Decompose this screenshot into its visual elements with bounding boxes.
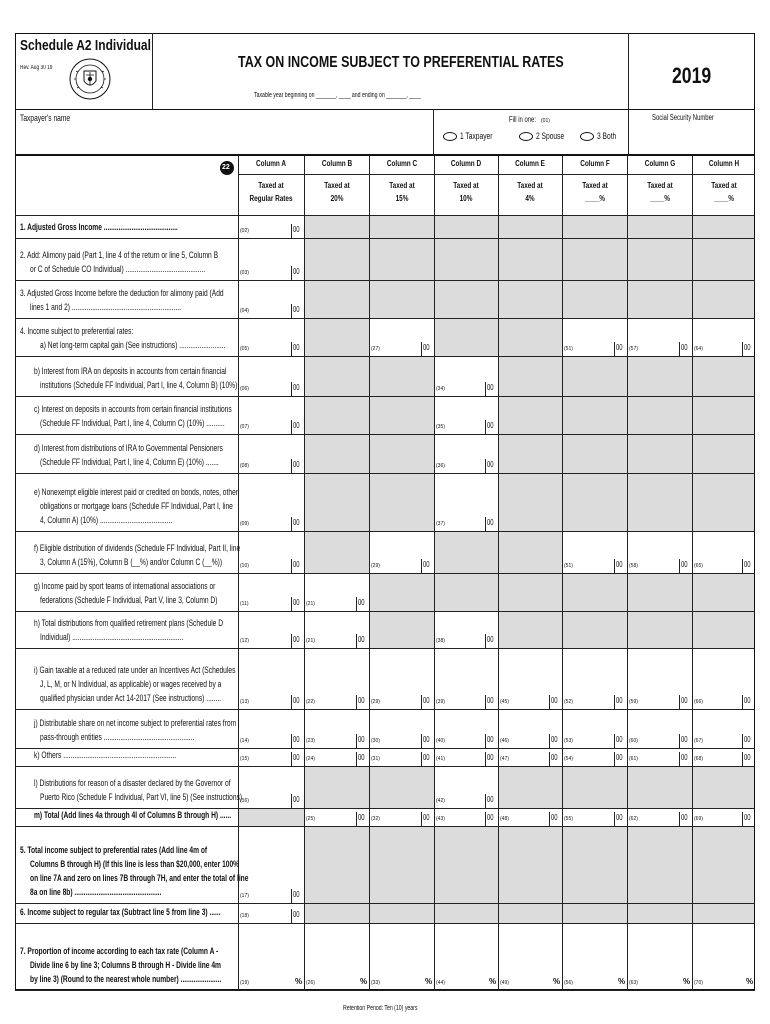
- amount-input[interactable]: [693, 710, 741, 747]
- field-code: (63): [629, 980, 638, 986]
- cents-value: 00: [487, 635, 494, 644]
- cents-value: 00: [487, 421, 494, 430]
- cents-value: 00: [681, 753, 688, 762]
- amount-input[interactable]: [239, 749, 290, 765]
- amount-input[interactable]: [628, 532, 678, 572]
- schedule-title: Schedule A2 Individual: [20, 37, 151, 54]
- amount-input[interactable]: [435, 649, 484, 708]
- amount-input[interactable]: [693, 809, 741, 825]
- column-header: Column F: [579, 159, 610, 168]
- field-code: (49): [500, 980, 509, 986]
- radio-taxpayer-label: 1 Taxpayer: [460, 131, 493, 141]
- cents-value: 00: [423, 735, 430, 744]
- amount-input[interactable]: [239, 649, 290, 708]
- amount-input[interactable]: [305, 612, 355, 647]
- field-code: (14): [240, 738, 249, 744]
- field-code: (02): [240, 228, 249, 234]
- field-code: (26): [306, 980, 315, 986]
- amount-input[interactable]: [239, 612, 290, 647]
- cents-value: 00: [487, 753, 494, 762]
- amount-input[interactable]: [305, 649, 355, 708]
- field-code: (19): [240, 980, 249, 986]
- line-label: m) Total (Add lines 4a through 4l of Columns B through H) ......: [34, 810, 232, 820]
- percent-sign: %: [618, 977, 626, 986]
- cents-value: 00: [616, 343, 623, 352]
- percent-sign: %: [746, 977, 754, 986]
- field-code: (34): [436, 386, 445, 392]
- field-code: (13): [240, 699, 249, 705]
- amount-input[interactable]: [239, 710, 290, 747]
- cents-value: 00: [551, 696, 558, 705]
- cents-value: 00: [358, 813, 365, 822]
- cents-value: 00: [487, 383, 494, 392]
- line-label: e) Nonexempt eligible interest paid or credited on bonds, notes, other: [34, 487, 238, 497]
- amount-input[interactable]: [239, 924, 290, 989]
- amount-input[interactable]: [305, 924, 355, 989]
- line-label: 5. Total income subject to preferential rates (Add line 4m of: [20, 845, 208, 855]
- line-label: f) Eligible distribution of dividends (Schedule FF Individual, Part II, line: [34, 543, 241, 553]
- column-desc: 10%: [459, 194, 473, 203]
- column-header: Column G: [644, 159, 675, 168]
- line-label: b) Interest from IRA on deposits in accounts from certain financial: [34, 366, 227, 376]
- form-number: 22: [222, 164, 230, 171]
- field-code: (43): [436, 816, 445, 822]
- amount-input[interactable]: [435, 474, 484, 530]
- cents-value: 00: [616, 735, 623, 744]
- amount-input[interactable]: [435, 435, 484, 472]
- line-label: on line 7A and zero on lines 7B through 7H, and enter the total of line: [30, 873, 249, 883]
- field-code: (60): [629, 738, 638, 744]
- amount-input[interactable]: [239, 435, 290, 472]
- field-code: (51): [564, 563, 573, 569]
- cents-value: 00: [487, 795, 494, 804]
- column-desc: ____%: [649, 194, 670, 203]
- column-desc: ____%: [584, 194, 605, 203]
- line-label: l) Distributions for reason of a disaster declared by the Governor of: [34, 778, 231, 788]
- amount-input[interactable]: [693, 532, 741, 572]
- cents-value: 00: [293, 598, 300, 607]
- cents-value: 00: [293, 267, 300, 276]
- percent-sign: %: [425, 977, 433, 986]
- form-year: 2019: [672, 63, 712, 88]
- amount-input[interactable]: [563, 710, 613, 747]
- field-code: (17): [240, 893, 249, 899]
- line-label: 3. Adjusted Gross Income before the deduction for alimony paid (Add: [20, 288, 224, 298]
- amount-input[interactable]: [435, 767, 484, 807]
- line-label: pass-through entities .................................................: [40, 732, 195, 742]
- column-desc: 4%: [525, 194, 535, 203]
- field-code: (64): [694, 346, 703, 352]
- line-label: federations (Schedule F Individual, Part V, line 3, Column D): [40, 595, 218, 605]
- line-label: 4, Column A) (10%) .......................................: [40, 515, 173, 525]
- field-code: (18): [240, 913, 249, 919]
- cents-value: 00: [744, 735, 751, 744]
- percent-sign: %: [360, 977, 368, 986]
- amount-input[interactable]: [239, 532, 290, 572]
- amount-input[interactable]: [435, 612, 484, 647]
- column-header: Column E: [515, 159, 545, 168]
- field-code: (61): [629, 756, 638, 762]
- percent-sign: %: [489, 977, 497, 986]
- amount-input[interactable]: [239, 357, 290, 395]
- field-code: (47): [500, 756, 509, 762]
- field-code: (38): [436, 638, 445, 644]
- amount-input[interactable]: [628, 649, 678, 708]
- amount-input[interactable]: [693, 749, 741, 765]
- column-desc: 20%: [330, 194, 343, 203]
- radio-spouse-label: 2 Spouse: [536, 131, 565, 141]
- field-code: (12): [240, 638, 249, 644]
- cents-value: 00: [744, 343, 751, 352]
- amount-input[interactable]: [693, 924, 741, 989]
- line-label: Divide line 6 by line 3; Columns B through H - Divide line 4m: [30, 960, 221, 970]
- line-label: 4. Income subject to preferential rates:: [20, 326, 134, 336]
- field-code: (15): [240, 756, 249, 762]
- field-code: (46): [500, 738, 509, 744]
- amount-input[interactable]: [693, 319, 741, 355]
- column-desc: Taxed at: [258, 181, 284, 190]
- cents-value: 00: [293, 890, 300, 899]
- amount-input[interactable]: [239, 281, 290, 317]
- field-code: (04): [240, 308, 249, 314]
- cents-value: 00: [358, 753, 365, 762]
- taxable-year-line[interactable]: Taxable year beginning on _______, ____ and ending on _______, ____: [254, 92, 421, 99]
- cents-value: 00: [358, 735, 365, 744]
- column-desc: Taxed at: [517, 181, 543, 190]
- field-code: (23): [306, 738, 315, 744]
- fill-in-label: Fill in one:: [509, 115, 536, 124]
- cents-value: 00: [744, 696, 751, 705]
- amount-input[interactable]: [305, 710, 355, 747]
- ssn-label: Social Security Number: [652, 113, 714, 122]
- cents-value: 00: [358, 635, 365, 644]
- cents-value: 00: [293, 696, 300, 705]
- field-code: (29): [371, 699, 380, 705]
- cents-value: 00: [293, 225, 300, 234]
- line-label: Individual) ............................................................: [40, 632, 184, 642]
- field-code: (62): [629, 816, 638, 822]
- column-desc: Taxed at: [388, 181, 415, 190]
- cents-value: 00: [293, 460, 300, 469]
- line-label: g) Income paid by sport teams of international associations or: [34, 581, 216, 591]
- cents-value: 00: [681, 696, 688, 705]
- cents-value: 00: [744, 560, 751, 569]
- amount-input[interactable]: [370, 319, 420, 355]
- field-code: (10): [240, 563, 249, 569]
- amount-input[interactable]: [370, 710, 420, 747]
- field-code: (36): [436, 463, 445, 469]
- cents-value: 00: [293, 421, 300, 430]
- amount-input[interactable]: [628, 710, 678, 747]
- field-code: (09): [240, 521, 249, 527]
- field-code: (67): [694, 738, 703, 744]
- line-label: 3, Column A (15%), Column B (__%) and/or Column C (__%)): [40, 557, 223, 567]
- line-label: qualified physician under Act 14-2017 (See instructions) ........: [40, 693, 222, 703]
- amount-input[interactable]: [435, 749, 484, 765]
- amount-input[interactable]: [370, 532, 420, 572]
- amount-input[interactable]: [370, 809, 420, 825]
- amount-input[interactable]: [563, 532, 613, 572]
- column-desc: Taxed at: [323, 181, 350, 190]
- column-header: Column A: [256, 159, 286, 168]
- cents-value: 00: [616, 696, 623, 705]
- amount-input[interactable]: [305, 749, 355, 765]
- amount-input[interactable]: [239, 474, 290, 530]
- cents-value: 00: [423, 696, 430, 705]
- line-label: 6. Income subject to regular tax (Subtract line 5 from line 3) ......: [20, 907, 221, 917]
- line-label: Columns B through H) (If this line is less than $20,000, enter 100%: [30, 859, 240, 869]
- cents-value: 00: [293, 383, 300, 392]
- amount-input[interactable]: [435, 924, 484, 989]
- field-code: (06): [240, 386, 249, 392]
- percent-sign: %: [295, 977, 303, 986]
- cents-value: 00: [487, 518, 494, 527]
- amount-input[interactable]: [499, 749, 548, 765]
- cents-value: 00: [551, 813, 558, 822]
- line-label: obligations or mortgage loans (Schedule FF Individual, Part I, line: [40, 501, 233, 511]
- field-code: (31): [371, 756, 380, 762]
- field-code: (11): [240, 601, 249, 607]
- field-code: (35): [436, 424, 445, 430]
- line-label: i) Gain taxable at a reduced rate under an Incentives Act (Schedules: [34, 665, 236, 675]
- field-code: (70): [694, 980, 703, 986]
- column-header: Column H: [708, 159, 739, 168]
- amount-input[interactable]: [499, 924, 548, 989]
- line-label: k) Others .............................................................: [34, 750, 177, 760]
- revision-date: Rev. Aug 30 19: [20, 65, 53, 71]
- amount-input[interactable]: [499, 809, 548, 825]
- cents-value: 00: [551, 753, 558, 762]
- amount-input[interactable]: [370, 924, 420, 989]
- field-code: (52): [564, 699, 573, 705]
- field-code: (51): [564, 346, 573, 352]
- line-label: J, L, M, or N Individual, as applicable) or wages received by a: [40, 679, 222, 689]
- field-code: (07): [240, 424, 249, 430]
- field-code: (69): [694, 816, 703, 822]
- radio-both-label: 3 Both: [597, 131, 617, 141]
- field-code: (53): [564, 738, 573, 744]
- amount-input[interactable]: [628, 319, 678, 355]
- field-code: (55): [564, 816, 573, 822]
- amount-input[interactable]: [563, 924, 613, 989]
- field-code: (32): [371, 816, 380, 822]
- amount-input[interactable]: [435, 397, 484, 433]
- cents-value: 00: [487, 460, 494, 469]
- cents-value: 00: [681, 343, 688, 352]
- cents-value: 00: [293, 635, 300, 644]
- field-code: (21): [306, 601, 315, 607]
- field-code: (66): [694, 699, 703, 705]
- cents-value: 00: [423, 560, 430, 569]
- percent-sign: %: [553, 977, 561, 986]
- cents-value: 00: [681, 813, 688, 822]
- line-label: 8a on line 8b) ...............................................: [30, 887, 162, 897]
- amount-input[interactable]: [239, 319, 290, 355]
- column-desc: ____%: [713, 194, 734, 203]
- amount-input[interactable]: [563, 319, 613, 355]
- field-code: (27): [371, 346, 380, 352]
- column-header: Column D: [450, 159, 482, 168]
- line-label: c) Interest on deposits in accounts from certain financial institutions: [34, 404, 232, 414]
- field-code: (40): [436, 738, 445, 744]
- amount-input[interactable]: [239, 239, 290, 279]
- column-desc: Taxed at: [710, 181, 737, 190]
- field-code: (59): [629, 699, 638, 705]
- cents-value: 00: [681, 560, 688, 569]
- cents-value: 00: [293, 305, 300, 314]
- field-code: (21): [306, 638, 315, 644]
- amount-input[interactable]: [499, 710, 548, 747]
- field-code: (16): [240, 798, 249, 804]
- field-code: (22): [306, 699, 315, 705]
- cents-value: 00: [293, 735, 300, 744]
- amount-input[interactable]: [239, 904, 290, 922]
- cents-value: 00: [487, 813, 494, 822]
- amount-input[interactable]: [628, 924, 678, 989]
- column-header: Column B: [321, 159, 352, 168]
- field-code: (24): [306, 756, 315, 762]
- cents-value: 00: [744, 753, 751, 762]
- cents-value: 00: [293, 795, 300, 804]
- field-code: (39): [436, 699, 445, 705]
- field-code: (29): [371, 563, 380, 569]
- amount-input[interactable]: [239, 827, 290, 902]
- cents-value: 00: [487, 735, 494, 744]
- cents-value: 00: [681, 735, 688, 744]
- amount-input[interactable]: [628, 749, 678, 765]
- amount-input[interactable]: [305, 574, 355, 610]
- amount-input[interactable]: [499, 649, 548, 708]
- cents-value: 00: [423, 753, 430, 762]
- column-desc: Taxed at: [646, 181, 673, 190]
- amount-input[interactable]: [370, 649, 420, 708]
- cents-value: 00: [487, 696, 494, 705]
- field-code: (54): [564, 756, 573, 762]
- taxpayer-name-label: Taxpayer's name: [20, 113, 71, 123]
- field-code: (57): [629, 346, 638, 352]
- column-desc: Regular Rates: [249, 194, 293, 203]
- cents-value: 00: [293, 343, 300, 352]
- field-code: (25): [306, 816, 315, 822]
- field-code: (41): [436, 756, 445, 762]
- amount-input[interactable]: [370, 749, 420, 765]
- column-desc: Taxed at: [581, 181, 608, 190]
- percent-sign: %: [683, 977, 691, 986]
- field-code: (05): [240, 346, 249, 352]
- column-desc: 15%: [395, 194, 408, 203]
- line-label: or C of Schedule CO Individual) ...........................................: [30, 264, 206, 274]
- cents-value: 00: [616, 813, 623, 822]
- field-code: (08): [240, 463, 249, 469]
- line-label: d) Interest from distributions of IRA to Governmental Pensioners: [34, 443, 223, 453]
- cents-value: 00: [423, 813, 430, 822]
- line-label: by line 3) (Round to the nearest whole number) ......................: [30, 974, 222, 984]
- field-code: (44): [436, 980, 445, 986]
- amount-input[interactable]: [563, 749, 613, 765]
- amount-input[interactable]: [305, 809, 355, 825]
- cents-value: 00: [551, 735, 558, 744]
- field-code: (42): [436, 798, 445, 804]
- line-label: 7. Proportion of income according to each tax rate (Column A -: [20, 946, 219, 956]
- line-label: h) Total distributions from qualified retirement plans (Schedule D: [34, 618, 224, 628]
- column-header: Column C: [386, 159, 417, 168]
- amount-input[interactable]: [239, 397, 290, 433]
- cents-value: 00: [293, 560, 300, 569]
- cents-value: 00: [358, 598, 365, 607]
- retention-period: Retention Period: Ten (10) years: [343, 1005, 418, 1012]
- field-code: (03): [240, 270, 249, 276]
- line-label: institutions (Schedule FF Individual, Part I, line 4, Column B) (10%): [40, 380, 238, 390]
- amount-input[interactable]: [239, 767, 290, 807]
- field-code: (58): [629, 563, 638, 569]
- cents-value: 00: [744, 813, 751, 822]
- amount-input[interactable]: [693, 649, 741, 708]
- line-label: 2. Add: Alimony paid (Part 1, line 4 of the return or line 5, Column B: [20, 250, 219, 260]
- field-code: (48): [500, 816, 509, 822]
- cents-value: 00: [616, 560, 623, 569]
- cents-value: 00: [358, 696, 365, 705]
- cents-value: 00: [293, 518, 300, 527]
- line-label: (Schedule FF Individual, Part I, line 4, Column C) (10%) ..........: [40, 418, 225, 428]
- cents-value: 00: [616, 753, 623, 762]
- field-code: (30): [371, 738, 380, 744]
- amount-input[interactable]: [435, 357, 484, 395]
- field-code: (33): [371, 980, 380, 986]
- field-code: (65): [694, 563, 703, 569]
- cents-value: 00: [293, 753, 300, 762]
- field-code: (56): [564, 980, 573, 986]
- cents-value: 00: [293, 910, 300, 919]
- amount-input[interactable]: [563, 809, 613, 825]
- line-label: Puerto Rico (Schedule F Individual, Part VI, line 5) (See instructions).: [40, 792, 244, 802]
- amount-input[interactable]: [239, 216, 290, 237]
- line-label: lines 1 and 2) ...........................................................: [30, 302, 182, 312]
- line-label: (Schedule FF Individual, Part I, line 4, Column E) (10%) .......: [40, 457, 219, 467]
- column-desc: Taxed at: [453, 181, 479, 190]
- amount-input[interactable]: [628, 809, 678, 825]
- field-code: (45): [500, 699, 509, 705]
- line-label: 1. Adjusted Gross Income ........................................: [20, 222, 178, 232]
- amount-input[interactable]: [239, 574, 290, 610]
- main-title: TAX ON INCOME SUBJECT TO PREFERENTIAL RATES: [238, 54, 564, 71]
- field-code: (37): [436, 521, 445, 527]
- fill-in-code: (01): [541, 118, 550, 124]
- field-code: (68): [694, 756, 703, 762]
- amount-input[interactable]: [435, 809, 484, 825]
- line-label: a) Net long-term capital gain (See instructions) .........................: [40, 340, 226, 350]
- amount-input[interactable]: [435, 710, 484, 747]
- line-label: j) Distributable share on net income subject to preferential rates from: [34, 718, 237, 728]
- cents-value: 00: [423, 343, 430, 352]
- amount-input[interactable]: [563, 649, 613, 708]
